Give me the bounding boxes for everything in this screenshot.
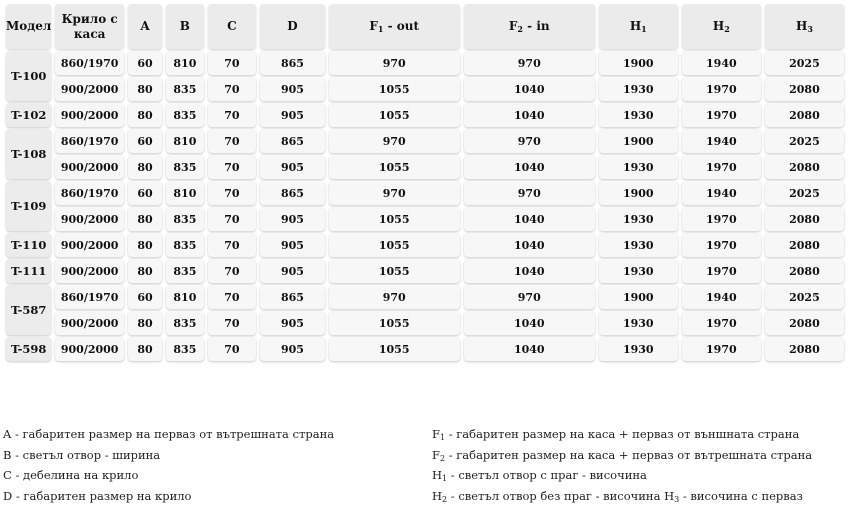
table-row <box>6 337 844 361</box>
cell-a: 80 <box>128 77 162 101</box>
cell-f1: 1055 <box>329 103 460 127</box>
header-d: D <box>260 4 324 49</box>
cell-h3: 2080 <box>765 103 844 127</box>
legend-letter: F <box>432 447 440 462</box>
cell-c: 70 <box>208 259 257 283</box>
cell-h1: 1930 <box>599 233 678 257</box>
cell-f1: 1055 <box>329 259 460 283</box>
cell-b: 835 <box>166 155 203 179</box>
cell-f1: 970 <box>329 181 460 205</box>
header-h3 <box>765 4 844 49</box>
cell-f1: 1055 <box>329 77 460 101</box>
cell-d: 905 <box>260 207 324 231</box>
header-h1 <box>599 4 678 49</box>
cell-a: 60 <box>128 51 162 75</box>
cell-h3: 2080 <box>765 259 844 283</box>
model-cell: T-109 <box>6 181 51 231</box>
legend-item <box>3 467 334 488</box>
cell-h2: 1970 <box>682 337 761 361</box>
model-cell: T-100 <box>6 51 51 101</box>
cell-a: 60 <box>128 129 162 153</box>
table-row <box>6 129 844 153</box>
table-row <box>6 259 844 283</box>
cell-h1: 1900 <box>599 51 678 75</box>
cell-h1: 1930 <box>599 77 678 101</box>
table-row <box>6 181 844 205</box>
cell-a: 60 <box>128 285 162 309</box>
header-h2 <box>682 4 761 49</box>
cell-h2: 1970 <box>682 77 761 101</box>
cell-h1: 1930 <box>599 337 678 361</box>
cell-h1: 1930 <box>599 207 678 231</box>
cell-f2: 1040 <box>464 155 595 179</box>
legend-text: - габаритен размер на каса + перваз от вътрешната страна <box>445 447 813 462</box>
cell-h3: 2080 <box>765 233 844 257</box>
cell-f2: 1040 <box>464 77 595 101</box>
cell-h3: 2025 <box>765 51 844 75</box>
legend-item <box>3 426 334 447</box>
legend-right <box>432 426 812 508</box>
cell-c: 70 <box>208 337 257 361</box>
cell-h3: 2080 <box>765 155 844 179</box>
cell-wing: 860/1970 <box>55 285 124 309</box>
cell-h1: 1900 <box>599 285 678 309</box>
cell-d: 865 <box>260 51 324 75</box>
model-cell: T-108 <box>6 129 51 179</box>
cell-b: 835 <box>166 337 203 361</box>
model-cell: T-587 <box>6 285 51 335</box>
cell-d: 905 <box>260 311 324 335</box>
cell-c: 70 <box>208 103 257 127</box>
header-h3-sub: 3 <box>807 24 813 34</box>
header-f1-sub: 1 <box>377 24 384 34</box>
cell-c: 70 <box>208 77 257 101</box>
table-row <box>6 155 844 179</box>
legend-item <box>432 426 812 447</box>
cell-d: 865 <box>260 129 324 153</box>
legend-text: - светъл отвор с праг - височина <box>447 468 647 483</box>
cell-b: 810 <box>166 181 203 205</box>
cell-h2: 1940 <box>682 51 761 75</box>
header-f2-sub: 2 <box>517 24 523 34</box>
cell-b: 835 <box>166 311 203 335</box>
cell-a: 80 <box>128 259 162 283</box>
legend-letter2: H <box>664 488 675 503</box>
header-h3-letter: H <box>795 19 808 33</box>
cell-f2: 970 <box>464 181 595 205</box>
table-row <box>6 285 844 309</box>
header-b: B <box>166 4 203 49</box>
cell-wing: 900/2000 <box>55 103 124 127</box>
cell-f2: 970 <box>464 285 595 309</box>
legend-item <box>3 488 334 508</box>
cell-c: 70 <box>208 285 257 309</box>
header-f1-suffix: - out <box>383 19 420 33</box>
table-row <box>6 77 844 101</box>
legend-text: - светъл отвор без праг - височина <box>447 488 665 503</box>
cell-h3: 2080 <box>765 77 844 101</box>
legend-text: - светъл отвор - ширина <box>11 447 161 462</box>
cell-wing: 900/2000 <box>55 337 124 361</box>
legend-text: - габаритен размер на каса + перваз от външната страна <box>445 427 800 441</box>
legend-left <box>3 426 334 508</box>
cell-f2: 1040 <box>464 207 595 231</box>
cell-f2: 970 <box>464 51 595 75</box>
model-cell: T-110 <box>6 233 51 257</box>
table-row <box>6 207 844 231</box>
cell-d: 905 <box>260 337 324 361</box>
legend-letter: F <box>432 427 440 441</box>
cell-h2: 1970 <box>682 311 761 335</box>
legend-letter: A <box>3 427 12 441</box>
cell-b: 835 <box>166 207 203 231</box>
legend-item <box>3 447 334 468</box>
header-a: A <box>128 4 162 49</box>
cell-a: 80 <box>128 207 162 231</box>
cell-f1: 970 <box>329 285 460 309</box>
cell-h1: 1930 <box>599 103 678 127</box>
legend-text: - габаритен размер на крило <box>12 488 192 503</box>
table-row <box>6 311 844 335</box>
legend-sub: 1 <box>439 433 446 442</box>
cell-f1: 1055 <box>329 337 460 361</box>
legend-letter: H <box>432 468 443 483</box>
cell-d: 905 <box>260 155 324 179</box>
legend-item <box>432 447 812 468</box>
cell-f2: 1040 <box>464 103 595 127</box>
table-body <box>6 51 844 361</box>
cell-a: 80 <box>128 337 162 361</box>
cell-b: 835 <box>166 233 203 257</box>
model-cell: T-102 <box>6 103 51 127</box>
cell-a: 80 <box>128 233 162 257</box>
cell-wing: 900/2000 <box>55 77 124 101</box>
cell-c: 70 <box>208 129 257 153</box>
legend-letter: B <box>3 447 12 462</box>
header-f2 <box>464 4 595 49</box>
header-row <box>6 4 844 49</box>
cell-f2: 1040 <box>464 233 595 257</box>
cell-f1: 970 <box>329 51 460 75</box>
cell-b: 810 <box>166 51 203 75</box>
legend-sub: 2 <box>439 453 446 463</box>
cell-wing: 900/2000 <box>55 155 124 179</box>
cell-h3: 2080 <box>765 337 844 361</box>
header-c: C <box>208 4 257 49</box>
cell-h1: 1930 <box>599 259 678 283</box>
legend-letter: D <box>3 488 13 503</box>
legend-sub: 2 <box>442 494 448 504</box>
cell-d: 905 <box>260 77 324 101</box>
cell-b: 835 <box>166 103 203 127</box>
legend-letter: C <box>3 468 12 483</box>
legend-sub: 1 <box>442 474 448 484</box>
header-h2-sub: 2 <box>724 24 730 34</box>
cell-h3: 2025 <box>765 285 844 309</box>
cell-b: 835 <box>166 259 203 283</box>
header-h2-letter: H <box>712 19 725 33</box>
model-cell: T-111 <box>6 259 51 283</box>
cell-h2: 1940 <box>682 285 761 309</box>
cell-h2: 1970 <box>682 155 761 179</box>
legend-item <box>432 488 812 508</box>
cell-c: 70 <box>208 155 257 179</box>
cell-h2: 1970 <box>682 103 761 127</box>
cell-a: 80 <box>128 103 162 127</box>
cell-h3: 2025 <box>765 129 844 153</box>
cell-h1: 1900 <box>599 181 678 205</box>
cell-b: 810 <box>166 129 203 153</box>
cell-h3: 2080 <box>765 207 844 231</box>
header-h1-letter: H <box>629 19 642 33</box>
cell-h1: 1900 <box>599 129 678 153</box>
cell-h3: 2080 <box>765 311 844 335</box>
cell-a: 80 <box>128 155 162 179</box>
cell-f2: 1040 <box>464 259 595 283</box>
dimensions-table <box>2 2 848 363</box>
cell-f2: 1040 <box>464 311 595 335</box>
header-wing: Крило с каса <box>55 4 124 49</box>
cell-f2: 970 <box>464 129 595 153</box>
cell-h2: 1940 <box>682 129 761 153</box>
legend-item <box>432 467 812 488</box>
legend-text2: - височина с перваз <box>679 488 803 503</box>
cell-h1: 1930 <box>599 311 678 335</box>
legend-sub2: 3 <box>674 494 680 504</box>
cell-d: 865 <box>260 285 324 309</box>
cell-a: 80 <box>128 311 162 335</box>
header-f2-letter: F <box>508 19 518 33</box>
cell-h2: 1970 <box>682 233 761 257</box>
cell-wing: 860/1970 <box>55 51 124 75</box>
cell-f1: 1055 <box>329 155 460 179</box>
cell-f1: 970 <box>329 129 460 153</box>
cell-wing: 900/2000 <box>55 259 124 283</box>
cell-c: 70 <box>208 181 257 205</box>
legend-letter: H <box>432 488 443 503</box>
cell-f1: 1055 <box>329 233 460 257</box>
cell-h2: 1970 <box>682 259 761 283</box>
cell-d: 865 <box>260 181 324 205</box>
cell-wing: 860/1970 <box>55 181 124 205</box>
cell-c: 70 <box>208 233 257 257</box>
cell-c: 70 <box>208 207 257 231</box>
cell-c: 70 <box>208 311 257 335</box>
header-f1 <box>329 4 460 49</box>
legend-text: - габаритен размер на перваз от вътрешната страна <box>11 427 335 441</box>
cell-d: 905 <box>260 233 324 257</box>
header-f1-letter: F <box>369 19 378 33</box>
cell-wing: 860/1970 <box>55 129 124 153</box>
cell-f2: 1040 <box>464 337 595 361</box>
header-h1-sub: 1 <box>641 24 647 34</box>
cell-a: 60 <box>128 181 162 205</box>
cell-b: 810 <box>166 285 203 309</box>
header-model: Модел <box>6 4 51 49</box>
cell-h3: 2025 <box>765 181 844 205</box>
cell-h2: 1970 <box>682 207 761 231</box>
cell-c: 70 <box>208 51 257 75</box>
cell-d: 905 <box>260 103 324 127</box>
legend-text: - дебелина на крило <box>11 468 139 483</box>
model-cell: T-598 <box>6 337 51 361</box>
table-row <box>6 103 844 127</box>
cell-f1: 1055 <box>329 311 460 335</box>
header-f2-suffix: - in <box>523 19 550 33</box>
cell-h2: 1940 <box>682 181 761 205</box>
cell-wing: 900/2000 <box>55 207 124 231</box>
cell-b: 835 <box>166 77 203 101</box>
table-row <box>6 51 844 75</box>
cell-wing: 900/2000 <box>55 311 124 335</box>
cell-h1: 1930 <box>599 155 678 179</box>
cell-wing: 900/2000 <box>55 233 124 257</box>
table-row <box>6 233 844 257</box>
cell-f1: 1055 <box>329 207 460 231</box>
cell-d: 905 <box>260 259 324 283</box>
